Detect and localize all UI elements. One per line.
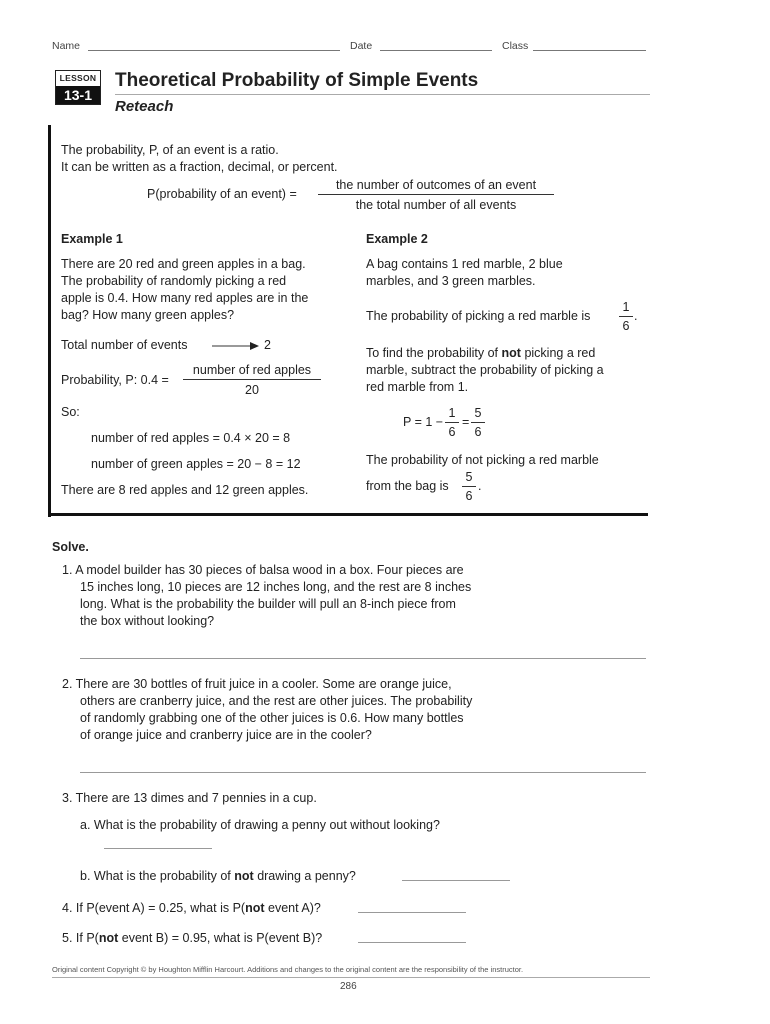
q3b-not: not	[234, 869, 254, 883]
intro-line-1: The probability, P, of an event is a ratio.	[61, 143, 279, 157]
lesson-number: 13-1	[56, 86, 100, 104]
period: .	[478, 479, 482, 493]
example2-result-numerator: 5	[462, 469, 476, 487]
class-label: Class	[502, 40, 529, 52]
example2-not-line-3: red marble from 1.	[366, 380, 469, 394]
arrow-icon	[212, 339, 260, 357]
green-apples-calc: number of green apples = 20 − 8 = 12	[91, 457, 301, 471]
example1-text-3: apple is 0.4. How many red apples are in the	[61, 291, 309, 305]
q5-answer-line[interactable]	[358, 942, 466, 943]
q2-line-3: of randomly grabbing one of the other juices is 0.6. How many bottles	[80, 711, 464, 725]
page-title: Theoretical Probability of Simple Events	[115, 70, 479, 91]
q2-answer-line[interactable]	[80, 772, 646, 773]
q3a-text: a. What is the probability of drawing a penny out without looking?	[80, 818, 440, 832]
q3-text: 3. There are 13 dimes and 7 pennies in a cup.	[62, 791, 317, 805]
example1-conclusion: There are 8 red apples and 12 green apples.	[61, 483, 309, 497]
example2-prob-numerator: 1	[619, 299, 633, 317]
not-line-part-a: To find the probability of	[366, 346, 499, 360]
example2-not-line-1	[366, 345, 595, 362]
intro-line-2: It can be written as a fraction, decimal, or percent.	[61, 160, 338, 174]
q2-line-4: of orange juice and cranberry juice are in the cooler?	[80, 728, 372, 742]
page-subtitle: Reteach	[115, 98, 174, 115]
example2-text-1: A bag contains 1 red marble, 2 blue	[366, 257, 563, 271]
example2-prob-text: The probability of picking a red marble is	[366, 309, 591, 323]
q5-not: not	[98, 931, 119, 945]
example2-result-2: from the bag is	[366, 479, 449, 493]
example1-heading: Example 1	[61, 232, 123, 246]
q1-line-3: long. What is the probability the builder will pull an 8-inch piece from	[80, 597, 456, 611]
example1-text-1: There are 20 red and green apples in a bag.	[61, 257, 306, 271]
q5-part-a: 5. If P(	[62, 931, 99, 945]
example1-text-2: The probability of randomly picking a red	[61, 274, 287, 288]
footer-rule	[52, 977, 650, 978]
lesson-tag: LESSON	[59, 73, 97, 83]
class-line	[533, 38, 646, 51]
q3b-part-a: b. What is the probability of	[80, 869, 231, 883]
lesson-badge	[55, 70, 101, 105]
eq-left: P = 1 −	[403, 415, 444, 429]
q3b-text	[80, 868, 356, 885]
total-events-value: 2	[264, 338, 271, 352]
eq-equals: =	[462, 415, 470, 429]
q1-line-1: 1. A model builder has 30 pieces of balsa wood in a box. Four pieces are	[62, 563, 464, 577]
red-apples-calc: number of red apples = 0.4 × 20 = 8	[91, 431, 291, 445]
formula-left: P(probability of an event) =	[147, 187, 297, 201]
name-line	[88, 38, 340, 51]
q3b-part-b: drawing a penny?	[257, 869, 356, 883]
q2-line-1: 2. There are 30 bottles of fruit juice in a cooler. Some are orange juice,	[62, 677, 452, 691]
not-line-part-b: picking a red	[524, 346, 596, 360]
box-bottom-border	[48, 513, 648, 516]
solve-heading: Solve.	[52, 540, 89, 554]
formula-denominator: the total number of all events	[355, 198, 517, 212]
period: .	[634, 309, 638, 323]
example1-prob-fraction	[183, 362, 321, 399]
example2-result-denominator: 6	[465, 489, 473, 503]
eq-f2-denominator: 6	[474, 425, 482, 439]
formula-numerator: the number of outcomes of an event	[318, 177, 554, 195]
page-number: 286	[340, 981, 357, 992]
example1-prob-numerator: number of red apples	[183, 362, 321, 380]
eq-f1-denominator: 6	[448, 425, 456, 439]
q3b-answer-line[interactable]	[402, 880, 510, 881]
example1-prob-denominator: 20	[245, 383, 259, 397]
q5-part-b: event B) = 0.95, what is P(event B)?	[121, 931, 323, 945]
formula-fraction	[318, 177, 554, 214]
q1-answer-line[interactable]	[80, 658, 646, 659]
box-left-border	[48, 125, 51, 517]
so-label: So:	[61, 405, 80, 419]
q2-line-2: others are cranberry juice, and the rest are other juices. The probability	[80, 694, 473, 708]
example2-result-fraction	[462, 469, 476, 505]
not-word: not	[501, 346, 521, 360]
example2-text-2: marbles, and 3 green marbles.	[366, 274, 536, 288]
example2-result-1: The probability of not picking a red marble	[366, 453, 599, 467]
q4-text	[62, 900, 321, 917]
date-line	[380, 38, 492, 51]
eq-f1-numerator: 1	[445, 405, 459, 423]
eq-fraction-1	[445, 405, 459, 441]
example1-text-4: bag? How many green apples?	[61, 308, 235, 322]
q1-line-2: 15 inches long, 10 pieces are 12 inches long, and the rest are 8 inches	[80, 580, 472, 594]
date-label: Date	[350, 40, 373, 52]
example2-prob-denominator: 6	[622, 319, 630, 333]
q4-answer-line[interactable]	[358, 912, 466, 913]
eq-fraction-2	[471, 405, 485, 441]
name-label: Name	[52, 40, 81, 52]
copyright-text: Original content Copyright © by Houghton Mifflin Harcourt. Additions and changes to the original content are the responsibility of the instructor.	[52, 965, 524, 974]
q5-text	[62, 930, 322, 947]
example2-heading: Example 2	[366, 232, 428, 246]
eq-f2-numerator: 5	[471, 405, 485, 423]
example1-prob-label: Probability, P: 0.4 =	[61, 373, 169, 387]
total-events-label: Total number of events	[61, 338, 188, 352]
q1-line-4: the box without looking?	[80, 614, 215, 628]
example2-not-line-2: marble, subtract the probability of picking a	[366, 363, 604, 377]
q4-part-a: 4. If P(event A) = 0.25, what is P(	[62, 901, 246, 915]
title-rule	[115, 94, 650, 95]
q4-part-b: event A)?	[268, 901, 321, 915]
q4-not: not	[245, 901, 265, 915]
example2-prob-fraction	[619, 299, 633, 335]
q3a-answer-line[interactable]	[104, 848, 212, 849]
